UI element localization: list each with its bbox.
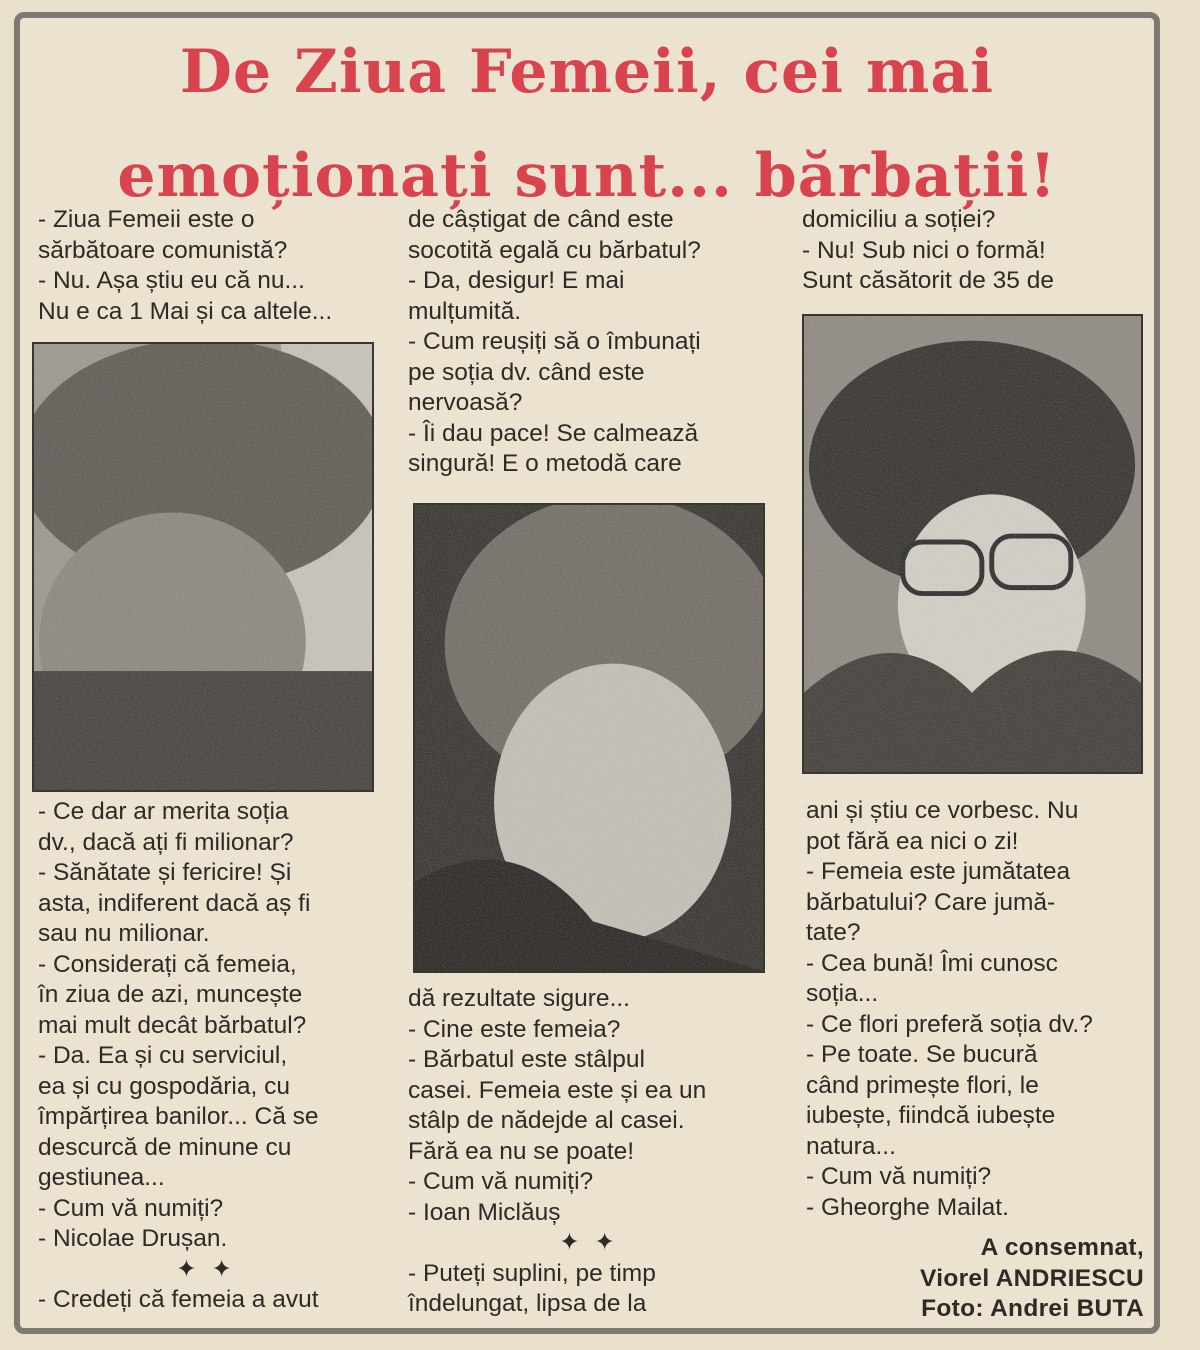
c3b-line: pot fără ea nici o zi! (806, 827, 1019, 855)
c1b-line: - Sănătate și fericire! Și (38, 859, 292, 886)
c1b-line: ea și cu gospodăria, cu (38, 1072, 290, 1100)
c2a-line: socotită egală cu bărbatul? (408, 236, 701, 264)
c3b-line: soția... (806, 980, 879, 1007)
column-3-intro (802, 205, 1142, 297)
c3b-line: - Ce flori preferă soția dv.? (806, 1010, 1093, 1038)
c1b-line: - Cum vă numiți? (38, 1194, 224, 1222)
c2a-line: - Îi dau pace! Se calmează (408, 419, 699, 447)
c2a-line: singură! E o metodă care (408, 450, 682, 477)
credits-line: A consemnat, (980, 1234, 1144, 1261)
c3b-line: - Femeia este jumătatea (806, 858, 1071, 885)
c3b-line: - Pe toate. Se bucură (806, 1041, 1038, 1068)
c1b-line: mai mult decât bărbatul? (38, 1011, 307, 1039)
column-1-interview (38, 797, 374, 1316)
c1b-line: - Ce dar ar merita soția (38, 798, 289, 825)
c2b-line: - Ioan Miclăuș (408, 1198, 561, 1226)
c1b-line: gestiunea... (38, 1164, 165, 1191)
c3b-line: natura... (806, 1132, 896, 1160)
photo-gheorghe-mailat (802, 314, 1143, 774)
c3a-line: domiciliu a soției? (802, 206, 996, 233)
article-credits (806, 1233, 1144, 1325)
c1b-line: descurcă de minune cu (38, 1133, 292, 1161)
c3a-line: Sunt căsătorit de 35 de (802, 267, 1054, 294)
c1b-line: - Da. Ea și cu serviciul, (38, 1042, 288, 1069)
portrait-photo-2 (415, 505, 763, 971)
c3b-line: iubește, fiindcă iubește (806, 1102, 1056, 1129)
c2b-line: - Cine este femeia? (408, 1015, 621, 1043)
c1b-line: în ziua de azi, muncește (38, 981, 303, 1008)
c3b-line: tate? (806, 919, 861, 946)
c2a-line: - Da, desigur! E mai (408, 267, 625, 294)
c2b-line: stâlp de nădejde al casei. (408, 1107, 685, 1134)
c2a-line: de câștigat de când este (408, 206, 674, 233)
c3b-line: - Cea bună! Îmi cunosc (806, 949, 1058, 977)
c3b-line: ani și știu ce vorbesc. Nu (806, 797, 1079, 824)
c1a-line: sărbătoare comunistă? (38, 236, 288, 264)
c1b-line: împărțirea banilor... Că se (38, 1103, 319, 1130)
c2b-line: dă rezultate sigure... (408, 985, 630, 1012)
c2b-line: casei. Femeia este și ea un (408, 1076, 707, 1104)
c1a-line: - Nu. Așa știu eu că nu... (38, 267, 305, 294)
c3b-line: - Cum vă numiți? (806, 1163, 992, 1190)
c1b-line: - Considerați că femeia, (38, 950, 297, 978)
portrait-photo-3 (804, 316, 1141, 772)
photo-ioan-miclaus (413, 503, 765, 973)
credits-line: Viorel ANDRIESCU (920, 1264, 1144, 1292)
c2a-line: pe soția dv. când este (408, 358, 645, 386)
column-2-interview (408, 984, 770, 1320)
c3b-line: - Gheorghe Mailat. (806, 1193, 1009, 1221)
c1b-line: ✦ ✦ (176, 1255, 236, 1283)
c1a-line: Nu e ca 1 Mai și ca altele... (38, 297, 333, 325)
c2b-line: - Puteți suplini, pe timp (408, 1259, 656, 1287)
c2b-line: - Cum vă numiți? (408, 1168, 594, 1195)
c1b-line: sau nu milionar. (38, 920, 210, 947)
headline-line-1: De Ziua Femeii, cei mai (179, 37, 995, 107)
c2b-line: ✦ ✦ (559, 1229, 619, 1256)
c2a-line: mulțumită. (408, 297, 522, 325)
c1b-line: asta, indiferent dacă aș fi (38, 889, 311, 917)
c3a-line: - Nu! Sub nici o formă! (802, 236, 1046, 264)
c3b-line: când primește flori, le (806, 1071, 1039, 1099)
column-1-intro (38, 205, 374, 327)
c1b-line: - Credeți că femeia a avut (38, 1286, 319, 1313)
c2a-line: nervoasă? (408, 389, 523, 416)
c1b-line: dv., dacă ați fi milionar? (38, 828, 294, 856)
c1a-line: - Ziua Femeii este o (38, 206, 255, 233)
c1b-line: - Nicolae Drușan. (38, 1225, 228, 1252)
headline-line-2: emoționați sunt... bărbații! (117, 141, 1057, 211)
c2b-line: Fără ea nu se poate! (408, 1137, 635, 1165)
c2b-line: îndelungat, lipsa de la (408, 1290, 647, 1317)
photo-nicolae-drusan (32, 342, 374, 792)
c3b-line: bărbatului? Care jumă- (806, 888, 1056, 916)
credits-line: Foto: Andrei BUTA (921, 1295, 1144, 1322)
c2b-line: - Bărbatul este stâlpul (408, 1046, 645, 1073)
column-2-intro (408, 205, 766, 480)
c2a-line: - Cum reușiți să o îmbunați (408, 328, 701, 355)
portrait-photo-1 (34, 344, 372, 790)
column-3-interview (806, 796, 1144, 1223)
